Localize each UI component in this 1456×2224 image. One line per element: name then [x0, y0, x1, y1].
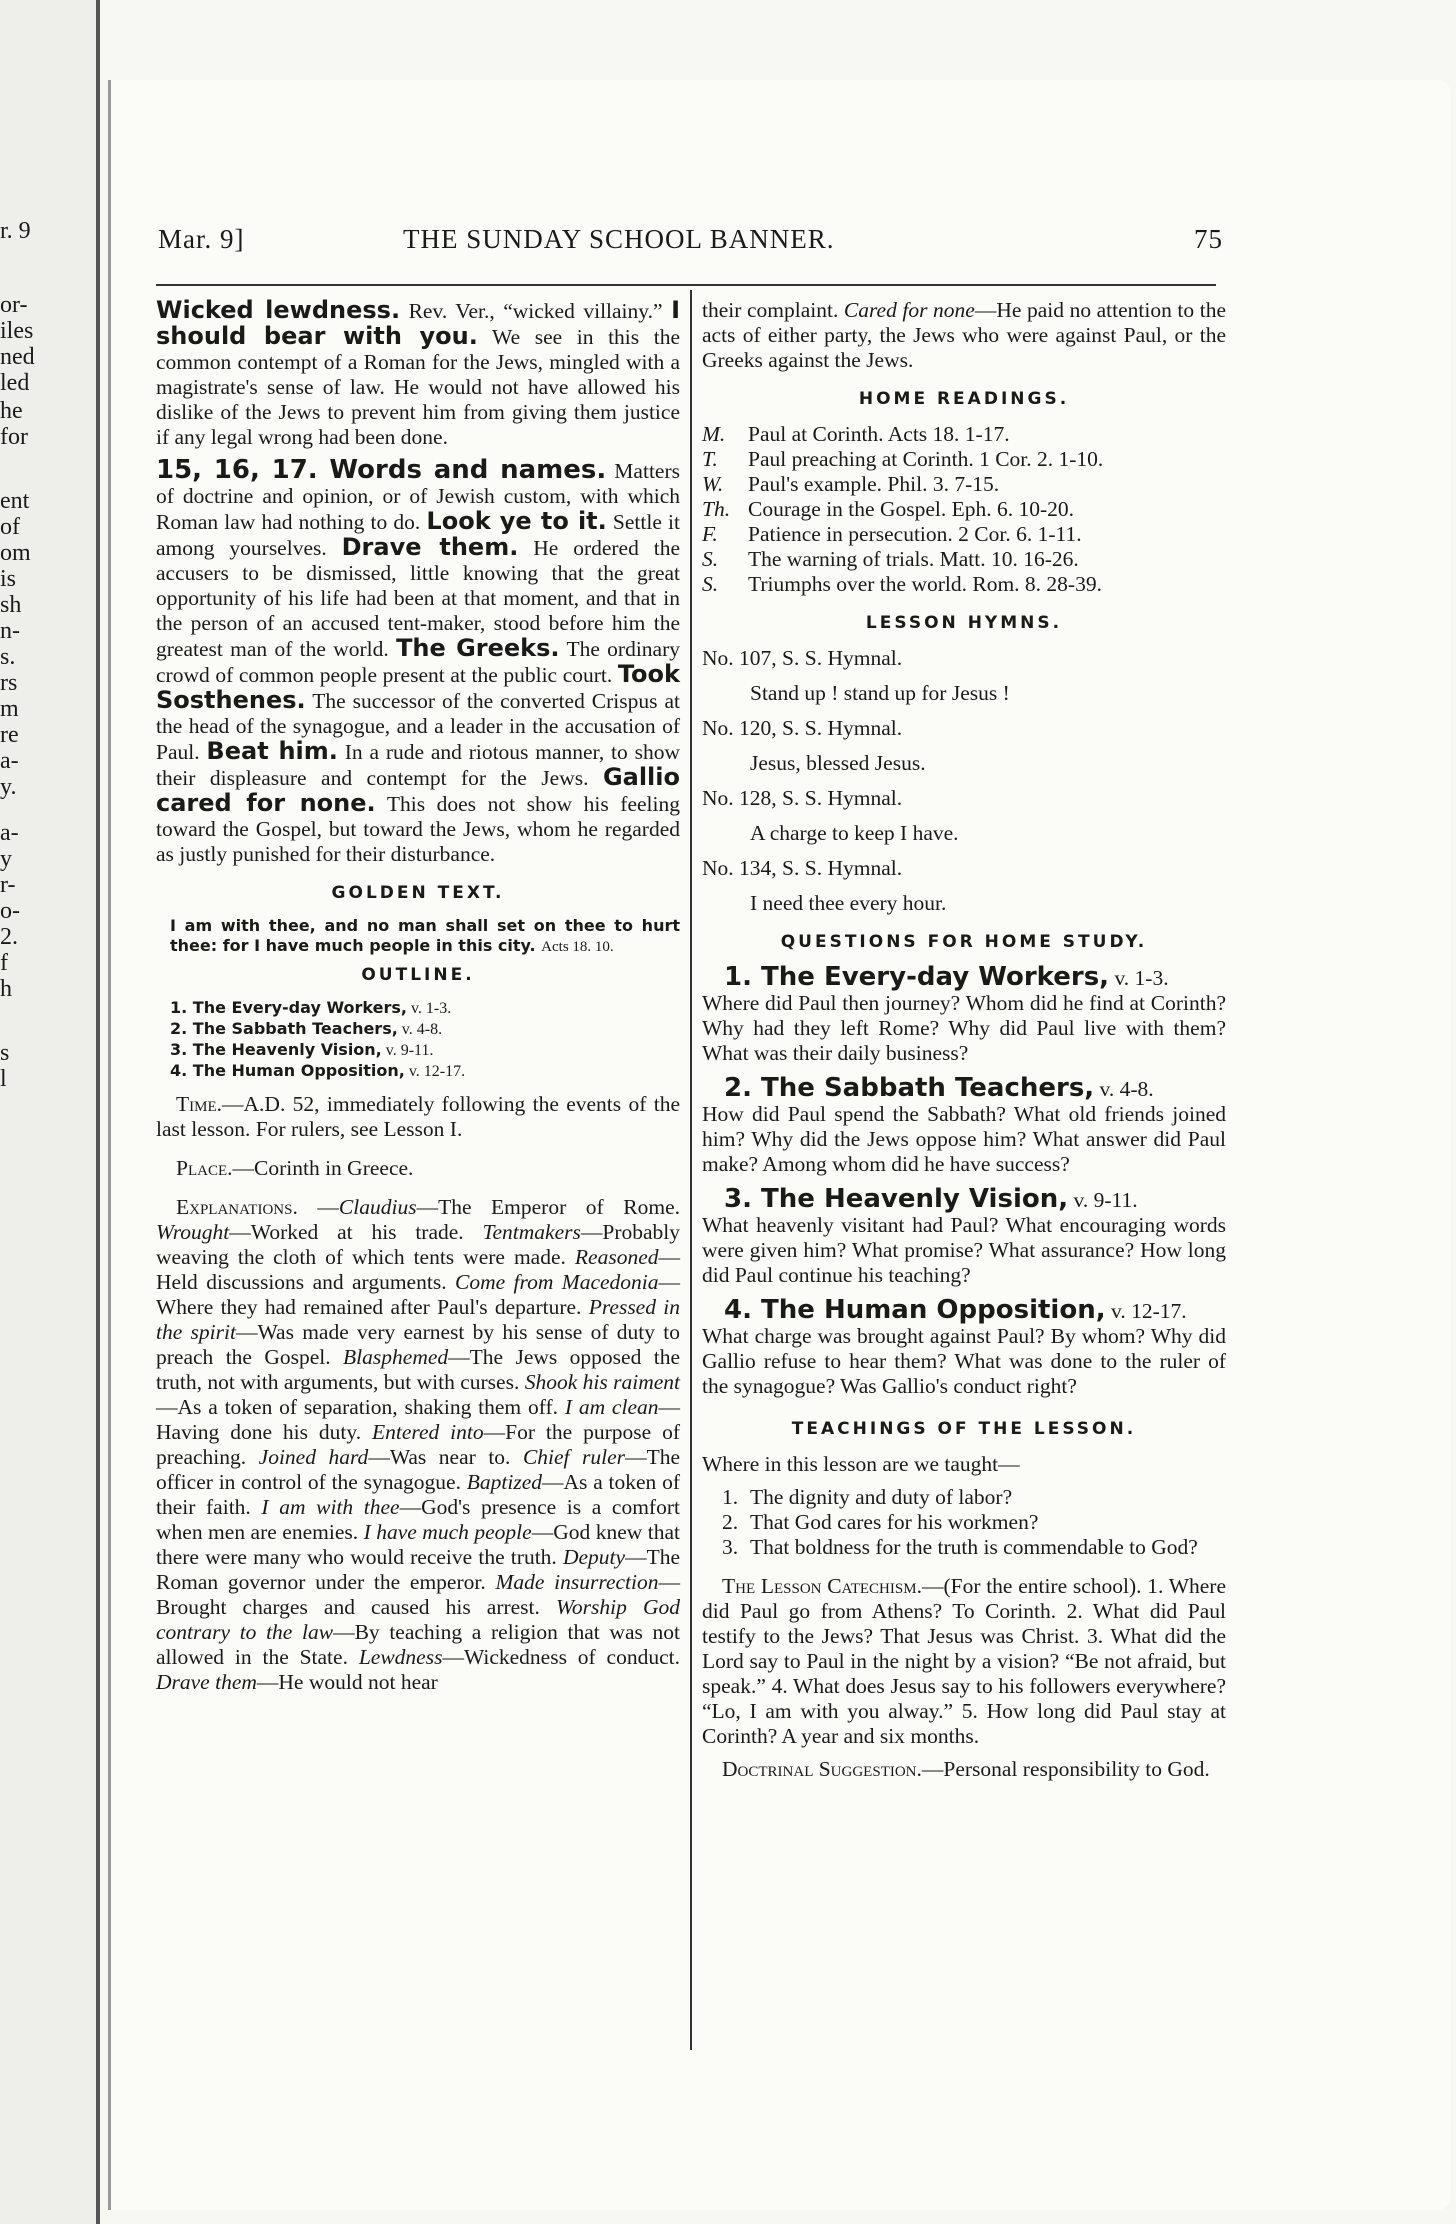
study-section [702, 1184, 1226, 1288]
golden-text-ref: Acts 18. 10. [541, 939, 614, 955]
gloss-text: In a rude and riotous manner, to show their displeasure and contempt for the Jews. [156, 740, 680, 790]
explanation-definition: —Was near to. [368, 1445, 523, 1469]
margin-fragment: l [0, 1066, 7, 1092]
study-section [702, 1073, 1226, 1177]
explanation-term: Joined hard [258, 1445, 369, 1469]
time-text: —A.D. 52, immediately following the events of the last lesson. For rulers, see Lesson I. [156, 1092, 680, 1141]
explanation-term: Claudius [338, 1195, 417, 1219]
study-section-title: 1. The Every-day Workers, [724, 962, 1110, 992]
gloss-heading: Took Sosthenes. [156, 660, 680, 714]
teaching-text: That boldness for the truth is commendable to God? [750, 1535, 1198, 1559]
paragraph-words-and-names [156, 455, 680, 867]
reading-day: T. [702, 447, 718, 471]
paragraph-wicked-lewdness [156, 298, 680, 450]
home-reading-item [702, 472, 1226, 497]
margin-fragment: m [0, 696, 19, 722]
golden-text-heading: GOLDEN TEXT. [331, 883, 505, 903]
home-readings-heading: HOME READINGS. [858, 389, 1070, 409]
explanation-term: Reasoned [574, 1245, 659, 1269]
explanation-term: Deputy [562, 1545, 626, 1569]
catechism-paragraph [702, 1574, 1226, 1749]
margin-fragment: is [0, 566, 17, 592]
explanation-definition: —The Jews opposed the truth, not with arguments, but with curses. [156, 1345, 680, 1394]
explanation-definition: —Worked at his trade. [229, 1220, 483, 1244]
outline-title: 4. The Human Opposition, [170, 1061, 405, 1080]
study-section-title: 4. The Human Opposition, [724, 1295, 1106, 1325]
explanation-term: Entered into [372, 1420, 484, 1444]
explanation-term: Pressed in the spirit [156, 1295, 680, 1344]
explanations-paragraph: Explanations. —Claudius—The Emperor of Rome. Wrought—Worked at his trade. Tentmakers—Probably weaving the cloth of which tents were made. Reasoned—Held discussions and arguments. Come from Macedonia—Where they had remained after Paul's departure. Pressed in the spirit—Was made very earnest by his sense of duty to preach the Gospel. Blasphemed—The Jews opposed the truth, not with arguments, but with curses. Shook his raiment—As a token of separation, shaking them off. I am clean—Having done his duty. Entered into—For the purpose of preaching. Joined hard—Was near to. Chief ruler—The officer in control of the synagogue. Baptized—As a token of their faith. I am with thee—God's presence is a comfort when men are enemies. I have much people—God knew that there were many who would receive the truth. Deputy—The Roman governor under the emperor. Made insurrection—Brought charges and caused his arrest. Worship God contrary to the law—By teaching a religion that was not allowed in the State. Lewdness—Wickedness of conduct. Drave them—He would not hear [156, 1195, 681, 1694]
gloss-heading: Gallio cared for none. [156, 763, 680, 817]
home-reading-item [702, 447, 1226, 472]
explanation-definition: —Held discussions and arguments. [156, 1245, 680, 1294]
outline-item [170, 1061, 680, 1082]
study-questions: How did Paul spend the Sabbath? What old friends joined him? Why did the Jews oppose him? What answer did Paul make? Among whom did he have success? [702, 1102, 1226, 1176]
doctrinal-label: Doctrinal Suggestion. [722, 1757, 922, 1781]
explanation-term: Worship God contrary to the law [156, 1595, 680, 1644]
reading-text: Paul at Corinth. Acts 18. 1-17. [748, 422, 1010, 446]
margin-fragment: of [0, 514, 20, 540]
explanation-definition: —The Roman governor under the emperor. [156, 1545, 680, 1594]
golden-text-body: I am with thee, and no man shall set on thee to hurt thee: for I have much people in this city. [170, 916, 680, 955]
reading-text: Paul's example. Phil. 3. 7-15. [748, 472, 1000, 496]
explanation-definition: —By teaching a religion that was not allowed in the State. [156, 1620, 680, 1669]
reading-day: S. [702, 572, 719, 596]
teaching-item [722, 1510, 1226, 1535]
explanation-definition: —As a token of their faith. [156, 1470, 680, 1519]
doctrinal-paragraph [702, 1757, 1226, 1782]
study-section-ref: v. 12-17. [1105, 1299, 1187, 1323]
home-study-sections [702, 962, 1226, 1399]
margin-fragment: or- [0, 292, 28, 318]
hymn-number: No. 134, S. S. Hymnal. [702, 856, 903, 880]
study-questions: What charge was brought against Paul? By whom? Why did Gallio refuse to hear them? What was done to the ruler of the synagogue? Was Gallio's conduct right? [702, 1324, 1226, 1398]
gloss-text: The successor of the converted Crispus at the head of the synagogue, and a leader in the accusation of Paul. [156, 689, 680, 764]
margin-fragment: r- [0, 872, 16, 898]
hymn-entry [702, 786, 1226, 846]
margin-fragment: led [0, 370, 30, 396]
header-rule [156, 284, 1216, 286]
home-study-heading: QUESTIONS FOR HOME STUDY. [780, 932, 1148, 952]
gloss-heading: I should bear with you. [156, 296, 680, 350]
doctrinal-text: —Personal responsibility to God. [921, 1757, 1210, 1781]
study-section [702, 962, 1226, 1066]
reading-text: Triumphs over the world. Rom. 8. 28-39. [748, 572, 1102, 596]
study-section-ref: v. 9-11. [1068, 1188, 1138, 1212]
outline-ref: v. 4-8. [397, 1021, 443, 1038]
explanation-definition: —Having done his duty. [156, 1395, 680, 1444]
gloss-text: This does not show his feeling toward the Gospel, but toward the Jews, whom he regarded as justly punished for their disturbance. [156, 792, 680, 866]
time-label: Time. [176, 1092, 223, 1116]
home-reading-item [702, 572, 1226, 597]
study-section-ref: v. 1-3. [1109, 966, 1169, 990]
teaching-number: 1. [722, 1485, 739, 1509]
explanation-term: Come from Macedonia [454, 1270, 659, 1294]
study-questions: What heavenly visitant had Paul? What encouraging words were given him? What promise? What assurance? How long did Paul continue his teaching? [702, 1213, 1226, 1287]
explanation-definition: —Brought charges and caused his arrest. [156, 1570, 680, 1619]
hymn-number: No. 120, S. S. Hymnal. [702, 716, 903, 740]
margin-fragment: s. [0, 644, 16, 670]
outline-item [170, 1019, 680, 1040]
time-paragraph [156, 1092, 680, 1142]
explanation-term: Tentmakers [482, 1220, 581, 1244]
study-section-title: 3. The Heavenly Vision, [724, 1184, 1069, 1214]
hymn-number: No. 107, S. S. Hymnal. [702, 646, 903, 670]
outline-heading: OUTLINE. [361, 965, 475, 985]
teaching-number: 2. [722, 1510, 739, 1534]
margin-fragment: a- [0, 820, 19, 846]
outline-ref: v. 9-11. [381, 1042, 434, 1059]
margin-fragment: f [0, 950, 8, 976]
continuation-term: Cared for none [843, 298, 975, 322]
margin-fragment: s [0, 1040, 10, 1066]
header-page-number: 75 [1194, 224, 1223, 254]
gloss-heading: The Greeks. [396, 634, 560, 662]
gloss-heading: Wicked lewdness. [156, 296, 401, 324]
outline-title: 3. The Heavenly Vision, [170, 1040, 382, 1059]
teaching-item [722, 1535, 1226, 1560]
place-paragraph [156, 1156, 680, 1181]
header-title: THE SUNDAY SCHOOL BANNER. [403, 224, 835, 254]
explanation-term: Wrought [156, 1220, 230, 1244]
hymn-first-line: I need thee every hour. [750, 891, 947, 915]
gloss-text: He ordered the accusers to be dismissed, little knowing that the great opportunity of his life had been at that moment, and that in the person of an accused tent-maker, stood before him the greatest man of the world. [156, 536, 680, 661]
explanation-term: Shook his raiment [524, 1370, 680, 1394]
explanation-term: I have much people [363, 1520, 532, 1544]
margin-fragment: o- [0, 898, 20, 924]
explanation-definition: —As a token of separation, shaking them off. [156, 1395, 565, 1419]
explanation-term: Baptized [466, 1470, 543, 1494]
teachings-list [722, 1485, 1226, 1560]
hymn-entry [702, 716, 1226, 776]
adjacent-page-strip [0, 0, 100, 2224]
continuation-text: their complaint. [702, 298, 844, 322]
hymn-entry [702, 856, 1226, 916]
column-divider [690, 290, 692, 2050]
outline-ref: v. 12-17. [404, 1063, 466, 1080]
reading-day: W. [702, 472, 724, 496]
reading-text: Paul preaching at Corinth. 1 Cor. 2. 1-10. [748, 447, 1104, 471]
gloss-heading: 15, 16, 17. Words and names. [156, 455, 607, 485]
home-readings-list [702, 422, 1226, 597]
header-date: Mar. 9] [158, 224, 245, 254]
home-reading-item [702, 547, 1226, 572]
reading-day: S. [702, 547, 719, 571]
hymn-entry [702, 646, 1226, 706]
explanation-term: Blasphemed [343, 1345, 449, 1369]
hymn-first-line: Jesus, blessed Jesus. [750, 751, 926, 775]
teachings-heading: TEACHINGS OF THE LESSON. [791, 1419, 1137, 1439]
margin-fragment: n- [0, 618, 20, 644]
teaching-item [722, 1485, 1226, 1510]
lesson-hymns-heading: LESSON HYMNS. [865, 613, 1063, 633]
margin-fragment: a- [0, 748, 19, 774]
continuation-paragraph [702, 298, 1226, 373]
study-section-title: 2. The Sabbath Teachers, [724, 1073, 1095, 1103]
left-column [156, 298, 680, 1703]
catechism-text: —(For the entire school). 1. Where did Paul go from Athens? To Corinth. 2. What did Paul testify to the Jews? That Jesus was Christ. 3. What did the Lord say to Paul in the night by a vision? “Be not afraid, but speak.” 4. What does Jesus say to his followers everywhere? “Lo, I am with you alway.” 5. How long did Paul stay at Corinth? A year and six months. [702, 1574, 1226, 1748]
gloss-text: Matters of doctrine and opinion, or of Jewish custom, with which Roman law had nothing to do. [156, 459, 680, 534]
outline-item [170, 998, 680, 1019]
gloss-text: Settle it among yourselves. [156, 510, 680, 560]
explanation-definition: —God's presence is a comfort when men are enemies. [156, 1495, 680, 1544]
margin-fragment: y [0, 846, 12, 872]
place-text: —Corinth in Greece. [232, 1156, 414, 1180]
outline-title: 1. The Every-day Workers, [170, 998, 407, 1017]
teaching-text: That God cares for his workmen? [750, 1510, 1039, 1534]
explanation-definition: —The Emperor of Rome. [416, 1195, 680, 1219]
study-section-ref: v. 4-8. [1094, 1077, 1154, 1101]
reading-text: Patience in persecution. 2 Cor. 6. 1-11. [748, 522, 1082, 546]
hymn-first-line: Stand up ! stand up for Jesus ! [750, 681, 1010, 705]
reading-day: Th. [702, 497, 731, 521]
gloss-text: The ordinary crowd of common people present at the public court. [156, 637, 680, 687]
margin-fragment: for [0, 424, 28, 450]
gloss-text: Rev. Ver., “wicked villainy.” [400, 299, 672, 323]
margin-fragment: re [0, 722, 19, 748]
catechism-label: The Lesson Catechism. [722, 1574, 922, 1598]
explanation-term: I am clean [564, 1395, 659, 1419]
outline-list [170, 998, 680, 1082]
margin-fragment: y. [0, 774, 17, 800]
explanation-definition: —For the purpose of preaching. [156, 1420, 680, 1469]
margin-fragment: iles [0, 318, 34, 344]
margin-fragment: rs [0, 670, 18, 696]
explanation-definition: —Was made very earnest by his sense of duty to preach the Gospel. [156, 1320, 681, 1369]
margin-fragment: ent [0, 488, 30, 514]
explanation-term: Chief ruler [522, 1445, 626, 1469]
teachings-intro: Where in this lesson are we taught— [702, 1452, 1020, 1476]
explanation-definition: —The officer in control of the synagogue. [156, 1445, 680, 1494]
study-section [702, 1295, 1226, 1399]
hymn-number: No. 128, S. S. Hymnal. [702, 786, 903, 810]
gloss-heading: Drave them. [341, 533, 519, 561]
margin-fragment: ned [0, 344, 35, 370]
reading-text: Courage in the Gospel. Eph. 6. 10-20. [748, 497, 1075, 521]
margin-fragment: sh [0, 592, 22, 618]
page-gutter-edge [96, 0, 100, 2224]
place-label: Place. [176, 1156, 233, 1180]
teaching-text: The dignity and duty of labor? [750, 1485, 1013, 1509]
home-reading-item [702, 422, 1226, 447]
golden-text [170, 916, 680, 957]
explanation-term: I am with thee [261, 1495, 400, 1519]
lesson-hymns-list [702, 646, 1226, 916]
continuation-text: —He paid no attention to the acts of either party, the Jews who were against Paul, or the Greeks against the Jews. [702, 298, 1226, 372]
explanation-definition: —Where they had remained after Paul's departure. [156, 1270, 680, 1319]
outline-item [170, 1040, 680, 1061]
outline-title: 2. The Sabbath Teachers, [170, 1019, 398, 1038]
explanation-term: Made insurrection [495, 1570, 659, 1594]
margin-fragment: h [0, 976, 12, 1002]
reading-day: F. [702, 522, 718, 546]
right-column [702, 298, 1226, 1790]
reading-day: M. [702, 422, 726, 446]
explanation-definition: —Probably weaving the cloth of which tents were made. [156, 1220, 680, 1269]
gloss-heading: Look ye to it. [426, 507, 607, 535]
margin-fragment: he [0, 398, 23, 424]
margin-fragment: r. 9 [0, 218, 31, 244]
gloss-text: We see in this the common contempt of a Roman for the Jews, mingled with a magistrate's sense of law. He would not have allowed his dislike of the Jews to prevent him from giving them justice if any legal wrong had been done. [156, 325, 681, 449]
explanation-definition: —He would not hear [256, 1670, 438, 1694]
explanations-label: Explanations. [176, 1195, 298, 1219]
outline-ref: v. 1-3. [406, 1000, 452, 1017]
study-questions: Where did Paul then journey? Whom did he find at Corinth? Why had they left Rome? Why did Paul live with them? What was their daily business? [702, 991, 1226, 1065]
explanation-definition: —Wickedness of conduct. [442, 1645, 680, 1669]
teaching-number: 3. [722, 1535, 739, 1559]
margin-fragment: om [0, 540, 31, 566]
explanation-definition: —God knew that there were many who would receive the truth. [156, 1520, 680, 1569]
explanation-term: Drave them [156, 1670, 257, 1694]
hymn-first-line: A charge to keep I have. [750, 821, 959, 845]
explanation-term: Lewdness [358, 1645, 443, 1669]
home-reading-item [702, 522, 1226, 547]
reading-text: The warning of trials. Matt. 10. 16-26. [748, 547, 1079, 571]
margin-fragment: 2. [0, 924, 18, 950]
gloss-heading: Beat him. [206, 737, 338, 765]
home-reading-item [702, 497, 1226, 522]
